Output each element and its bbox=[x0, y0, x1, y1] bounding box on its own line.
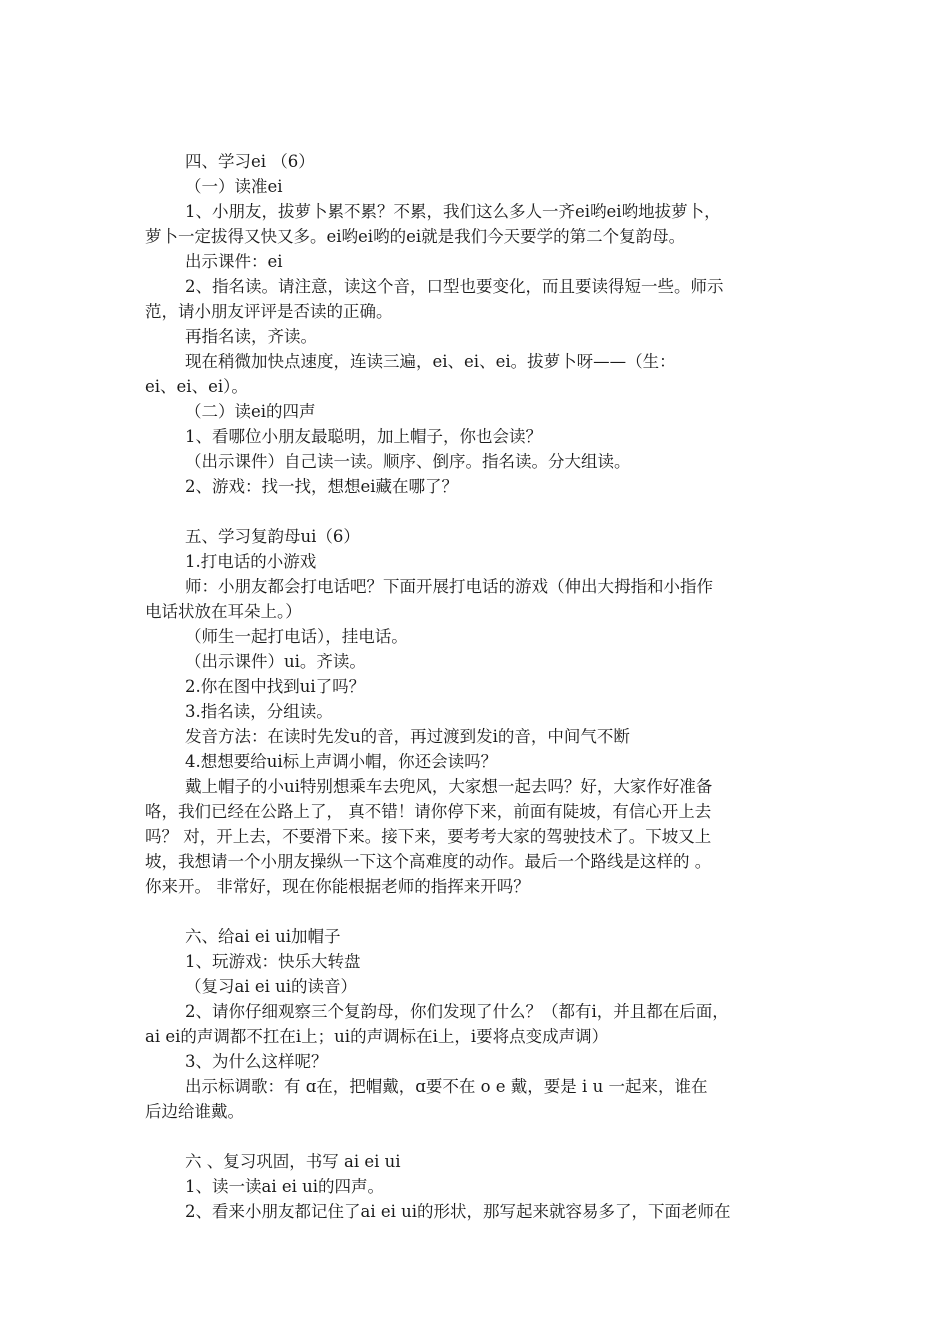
paragraph-line: （复习ai ei ui的读音） bbox=[185, 977, 358, 996]
section-heading-4: 四、学习ei （6） bbox=[185, 152, 315, 171]
paragraph-line: 1.打电话的小游戏 bbox=[185, 552, 317, 571]
paragraph-line: 4.想想要给ui标上声调小帽，你还会读吗？ bbox=[185, 752, 498, 771]
subheading-read-ei: （一）读准ei bbox=[185, 177, 283, 196]
paragraph-line: 咯，我们已经在公路上了， 真不错！请你停下来，前面有陡坡，有信心开上去 bbox=[145, 802, 712, 821]
paragraph-line: 师：小朋友都会打电话吧？下面开展打电话的游戏（伸出大拇指和小指作 bbox=[185, 577, 713, 596]
paragraph-line: 坡，我想请一个小朋友操纵一下这个高难度的动作。最后一个路线是这样的 。 bbox=[145, 852, 712, 871]
section-heading-review: 六 、复习巩固，书写 ai ei ui bbox=[185, 1152, 401, 1171]
paragraph-line: 电话状放在耳朵上。） bbox=[145, 602, 302, 621]
paragraph-line: 2、请你仔细观察三个复韵母，你们发现了什么？（都有i，并且都在后面， bbox=[185, 1002, 729, 1021]
paragraph-line: 再指名读，齐读。 bbox=[185, 327, 317, 346]
paragraph-line: （出示课件）自己读一读。顺序、倒序。指名读。分大组读。 bbox=[185, 452, 631, 471]
paragraph-line: （师生一起打电话），挂电话。 bbox=[185, 627, 408, 646]
paragraph-line: 3、为什么这样呢？ bbox=[185, 1052, 328, 1071]
paragraph-line: ei、ei、ei）。 bbox=[145, 377, 248, 396]
paragraph-line: 2、看来小朋友都记住了ai ei ui的形状，那写起来就容易多了，下面老师在 bbox=[185, 1202, 731, 1221]
paragraph-line: （出示课件）ui。齐读。 bbox=[185, 652, 366, 671]
paragraph-line: 发音方法：在读时先发u的音，再过渡到发i的音，中间气不断 bbox=[185, 727, 630, 746]
paragraph-line: 1、玩游戏：快乐大转盘 bbox=[185, 952, 361, 971]
subheading-four-tones: （二）读ei的四声 bbox=[185, 402, 316, 421]
paragraph-line: 1、小朋友，拔萝卜累不累？不累，我们这么多人一齐ei哟ei哟地拔萝卜， bbox=[185, 202, 721, 221]
section-heading-6: 六、给ai ei ui加帽子 bbox=[185, 927, 341, 946]
paragraph-line: ai ei的声调都不扛在i上；ui的声调标在i上，i要将点变成声调） bbox=[145, 1027, 609, 1046]
paragraph-line: 现在稍微加快点速度，连读三遍，ei、ei、ei。拔萝卜呀——（生： bbox=[185, 352, 676, 371]
paragraph-line: 吗？ 对，开上去，不要滑下来。接下来，要考考大家的驾驶技术了。下坡又上 bbox=[145, 827, 712, 846]
section-heading-5: 五、学习复韵母ui（6） bbox=[185, 527, 360, 546]
paragraph-line: 戴上帽子的小ui特别想乘车去兜风，大家想一起去吗？好，大家作好准备 bbox=[185, 777, 713, 796]
paragraph-line: 萝卜一定拔得又快又多。ei哟ei哟的ei就是我们今天要学的第二个复韵母。 bbox=[145, 227, 686, 246]
paragraph-line: 1、读一读ai ei ui的四声。 bbox=[185, 1177, 385, 1196]
paragraph-line: 1、看哪位小朋友最聪明，加上帽子，你也会读？ bbox=[185, 427, 542, 446]
paragraph-line: 出示课件：ei bbox=[185, 252, 283, 271]
paragraph-line: 出示标调歌：有 ɑ在，把帽戴，ɑ要不在 o e 戴，要是 i u 一起来，谁在 bbox=[185, 1077, 708, 1096]
paragraph-line: 2.你在图中找到ui了吗？ bbox=[185, 677, 366, 696]
paragraph-line: 后边给谁戴。 bbox=[145, 1102, 244, 1121]
paragraph-line: 2、游戏：找一找，想想ei藏在哪了？ bbox=[185, 477, 459, 496]
paragraph-line: 你来开。 非常好，现在你能根据老师的指挥来开吗？ bbox=[145, 877, 530, 896]
paragraph-line: 范，请小朋友评评是否读的正确。 bbox=[145, 302, 393, 321]
paragraph-line: 2、指名读。请注意，读这个音，口型也要变化，而且要读得短一些。师示 bbox=[185, 277, 724, 296]
paragraph-line: 3.指名读，分组读。 bbox=[185, 702, 333, 721]
